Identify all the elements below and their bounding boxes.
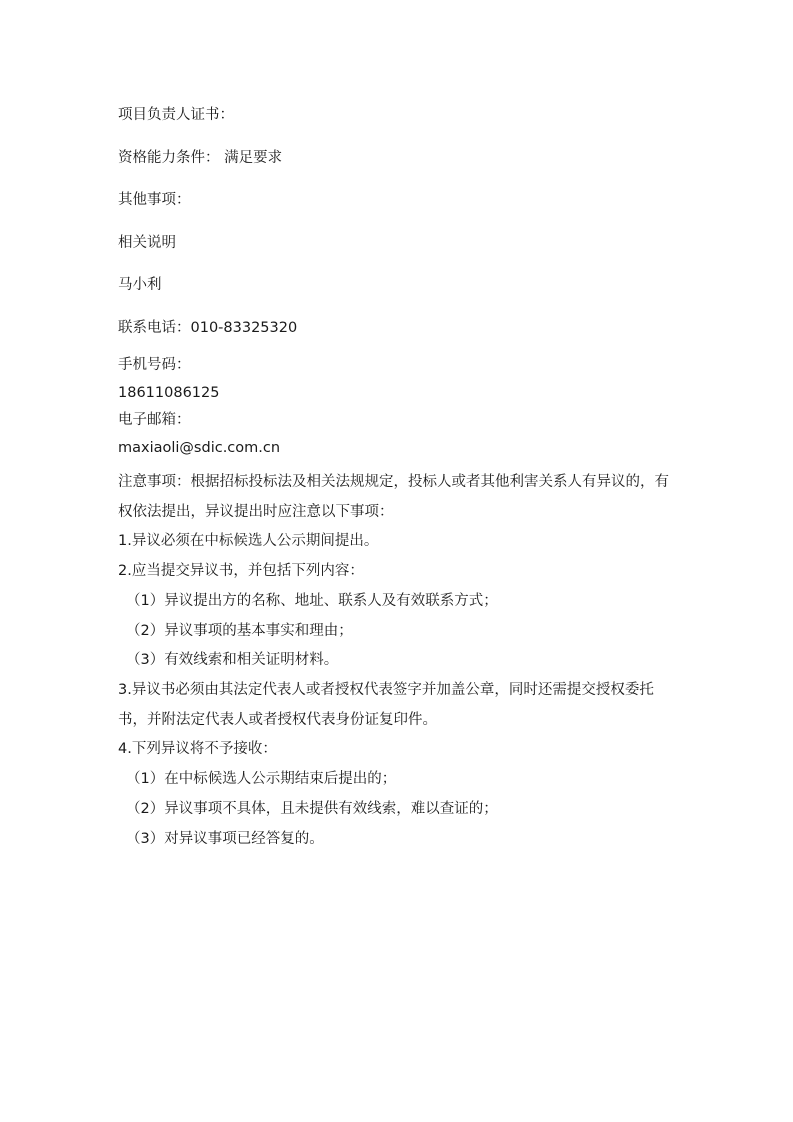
- contact-name-line: 马小利: [118, 277, 162, 293]
- notice-item-4-sub-2: （2）异议事项不具体，且未提供有效线索，难以查证的；: [126, 800, 498, 817]
- notice-item-4-sub-1: （1）在中标候选人公示期结束后提出的；: [126, 771, 397, 788]
- related-notes-line: 相关说明: [118, 234, 176, 251]
- email-address-line: maxiaoli@sdic.com.cn: [118, 439, 281, 456]
- project-leader-cert-line: 项目负责人证书：: [118, 107, 234, 123]
- contact-phone-line: 联系电话：010-83325320: [118, 319, 298, 336]
- qualification-line: 资格能力条件： 满足要求: [118, 149, 283, 166]
- notice-item-2-sub-2: （2）异议事项的基本事实和理由；: [126, 622, 353, 639]
- notice-item-1: 1.异议必须在中标候选人公示期间提出。: [118, 533, 379, 550]
- document-body: [118, 108, 678, 854]
- mobile-label-line: 手机号码：: [118, 357, 191, 373]
- notice-item-2-sub-1: （1）异议提出方的名称、地址、联系人及有效联系方式；: [126, 592, 498, 609]
- email-label-line: 电子邮箱：: [118, 412, 191, 428]
- other-matters-line: 其他事项：: [118, 192, 191, 208]
- notice-intro-paragraph: 注意事项：根据招标投标法及相关法规规定，投标人或者其他利害关系人有异议的，有权依法提出，异议提出时应注意以下事项：: [118, 474, 669, 520]
- notice-item-4: 4.下列异议将不予接收：: [118, 741, 277, 758]
- notice-item-2: 2.应当提交异议书，并包括下列内容：: [118, 563, 364, 580]
- mobile-number-line: 18611086125: [118, 384, 220, 401]
- notice-item-4-sub-3: （3）对异议事项已经答复的。: [126, 830, 324, 847]
- notice-item-2-sub-3: （3）有效线索和相关证明材料。: [126, 652, 339, 669]
- notice-item-3: 3.异议书必须由其法定代表人或者授权代表签字并加盖公章，同时还需提交授权委托书，并附法定代表人或者授权代表身份证复印件。: [118, 682, 654, 728]
